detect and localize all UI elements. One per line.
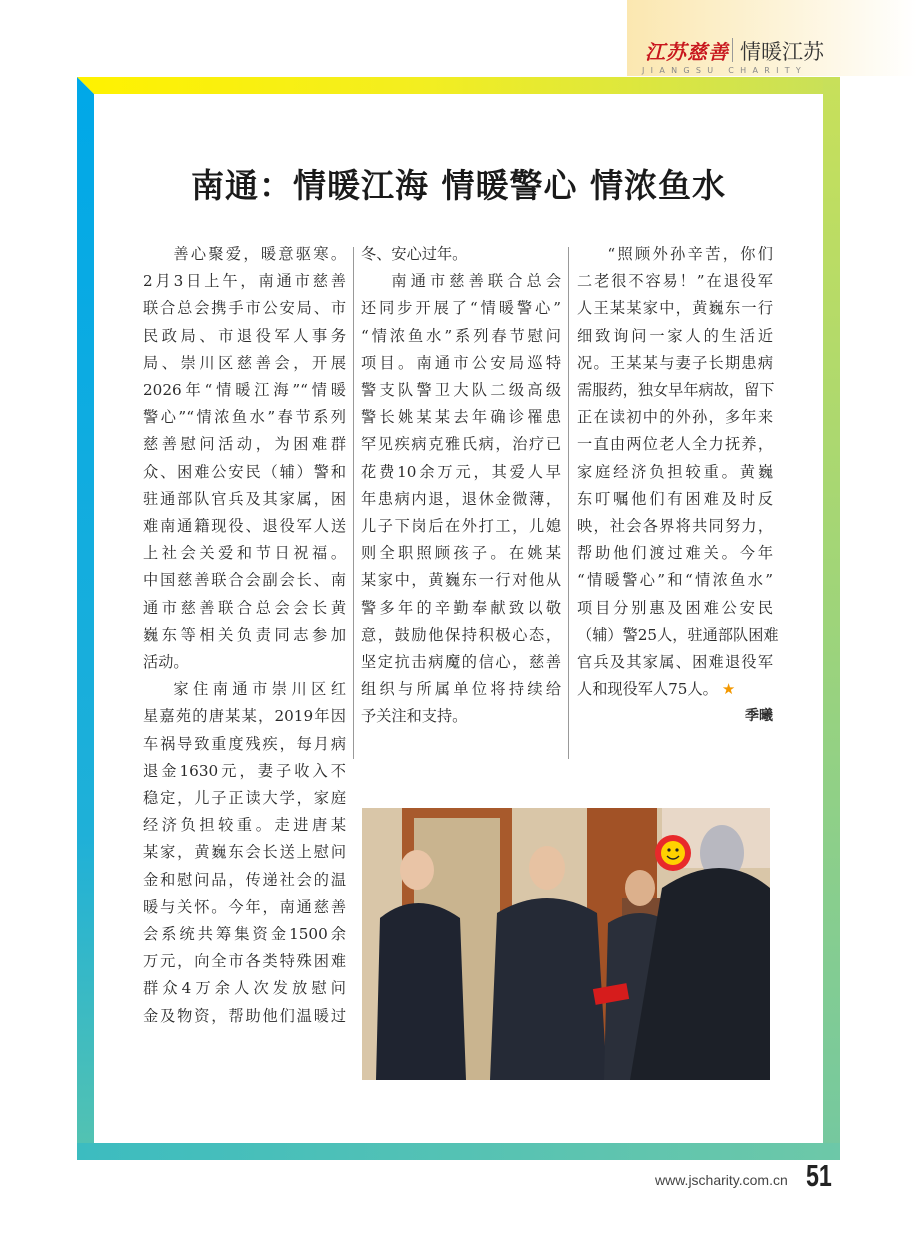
paragraph-line: 帮助他们渡过难关。今年 (577, 544, 773, 563)
paragraph-line: 冬、安心过年。 (361, 245, 468, 263)
paragraph-line: 善心聚爱，暖意驱寒。 (173, 245, 346, 263)
paragraph-line: 罕见疾病克雅氏病，治疗已 (361, 435, 561, 454)
article-photo (362, 808, 770, 1080)
paragraph-line: 联合总会携手市公安局、市 (143, 299, 346, 318)
paragraph-line: 正在读初中的外孙，多年来 (577, 408, 773, 427)
paragraph-line: 某家中，黄巍东一行对他从 (361, 571, 561, 590)
paragraph-line: 巍东等相关负责同志参加 (143, 625, 346, 644)
paragraph-line: （辅）警25人，驻通部队困难 (577, 625, 779, 644)
paragraph-line: “照顾外孙辛苦，你们 (607, 245, 773, 263)
article-column-2 (361, 241, 561, 731)
paragraph-line: 众、困难公安民（辅）警和 (143, 462, 346, 481)
paragraph-line: 予关注和支持。 (361, 707, 468, 726)
column-divider (353, 247, 354, 759)
paragraph-line: 驻通部队官兵及其家属，困 (143, 489, 346, 508)
paragraph-line: “情暖警心”和“情浓鱼水” (577, 571, 773, 590)
paragraph-line: 坚定抗击病魔的信心，慈善 (361, 653, 561, 672)
paragraph-line: 2月3日上午，南通市慈善 (143, 272, 346, 291)
paragraph-line: 2026年“情暖江海”“情暖 (143, 381, 346, 400)
paragraph-line: 通市慈善联合总会会长黄 (143, 598, 346, 617)
frame-left (77, 77, 94, 1160)
article-column-3 (577, 241, 779, 731)
paragraph-line: 项目分别惠及困难公安民 (577, 598, 773, 617)
end-star-icon: ★ (721, 680, 736, 699)
logo-english: JIANGSU CHARITY (642, 66, 808, 75)
logo-calligraphy: 江苏慈善 (645, 40, 729, 64)
paragraph-line: 意，鼓励他保持积极心态， (361, 625, 561, 644)
paragraph-line: 儿子下岗后在外打工，儿媳 (361, 517, 561, 536)
paragraph-line: 项目。南通市公安局巡特 (361, 353, 561, 372)
author-name: 季曦 (745, 708, 773, 725)
photo-scene (362, 808, 770, 1080)
paragraph-line: 上社会关爱和节日祝福。 (143, 544, 346, 563)
paragraph-line: 金及物资，帮助他们温暖过 (143, 1006, 346, 1025)
paragraph-line: 年患病内退，退休金微薄， (361, 489, 561, 508)
paragraph-line: 二老很不容易！”在退役军 (577, 272, 773, 291)
paragraph-line: 难南通籍现役、退役军人送 (143, 517, 346, 536)
paragraph-line: 一直由两位老人全力抚养， (577, 435, 773, 454)
paragraph-line: 还同步开展了“情暖警心” (361, 299, 561, 318)
column-divider (568, 247, 569, 759)
section-title: 情暖江苏 (740, 40, 824, 64)
paragraph-line: 则全职照顾孩子。在姚某 (361, 544, 561, 563)
paragraph-line: “情浓鱼水”系列春节慰问 (361, 326, 561, 345)
frame-right (823, 77, 840, 1160)
paragraph-line: 车祸导致重度残疾，每月病 (143, 734, 346, 753)
paragraph-line: 稳定，儿子正读大学，家庭 (143, 789, 346, 808)
paragraph-line: 组织与所属单位将持续给 (361, 680, 561, 699)
paragraph-line: 家住南通市崇川区红 (173, 680, 346, 699)
paragraph-line: 南通市慈善联合总会 (391, 272, 561, 291)
paragraph-line: 群众4万余人次发放慰问 (143, 979, 346, 998)
paragraph-line: 退金1630元，妻子收入不 (143, 761, 346, 780)
paragraph-line: 活动。 (143, 653, 189, 672)
paragraph-line: 民政局、市退役军人事务 (143, 326, 346, 345)
paragraph-line: 暖与关怀。今年，南通慈善 (143, 897, 346, 916)
paragraph-line: 警多年的辛勤奉献致以敬 (361, 598, 561, 617)
paragraph-line: 官兵及其家属、困难退役军 (577, 653, 773, 672)
frame-top (77, 77, 840, 94)
paragraph-line: 警支队警卫大队二级高级 (361, 381, 561, 400)
paragraph-line: 星嘉苑的唐某某，2019年因 (143, 707, 346, 726)
article-column-1 (143, 241, 346, 1030)
paragraph-line: 万元，向全市各类特殊困难 (143, 952, 346, 971)
paragraph-line: 况。王某某与妻子长期患病 (577, 353, 773, 372)
paragraph-line: 细致询问一家人的生活近 (577, 326, 773, 345)
paragraph-line: 中国慈善联合会副会长、南 (143, 571, 346, 590)
paragraph-line: 东叮嘱他们有困难及时反 (577, 489, 773, 508)
paragraph-line: 某家，黄巍东会长送上慰问 (143, 843, 346, 862)
paragraph-line: 警长姚某某去年确诊罹患 (361, 408, 561, 427)
page-number: 51 (806, 1158, 832, 1193)
paragraph-line: 人和现役军人75人。 ★ (577, 680, 736, 699)
logo-divider (732, 38, 733, 62)
paragraph-line: 金和慰问品，传递社会的温 (143, 870, 346, 889)
footer-url[interactable]: www.jscharity.com.cn (655, 1172, 788, 1188)
article-title: 南通：情暖江海 情暖警心 情浓鱼水 (191, 166, 726, 205)
paragraph-line: 会系统共筹集资金1500余 (143, 925, 346, 944)
paragraph-line: 家庭经济负担较重。黄巍 (577, 462, 773, 481)
paragraph-line: 经济负担较重。走进唐某 (143, 816, 346, 835)
paragraph-line: 花费10余万元，其爱人早 (361, 462, 561, 481)
paragraph-line: 慈善慰问活动，为困难群 (143, 435, 346, 454)
paragraph-line: 警心”“情浓鱼水”春节系列 (143, 408, 346, 427)
paragraph-line: 需服药，独女早年病故，留下 (577, 381, 775, 400)
paragraph-line: 映，社会各界将共同努力， (577, 517, 773, 536)
paragraph-line: 人王某某家中，黄巍东一行 (577, 299, 773, 318)
paragraph-line: 局、崇川区慈善会，开展 (143, 353, 346, 372)
frame-bottom (77, 1143, 840, 1160)
